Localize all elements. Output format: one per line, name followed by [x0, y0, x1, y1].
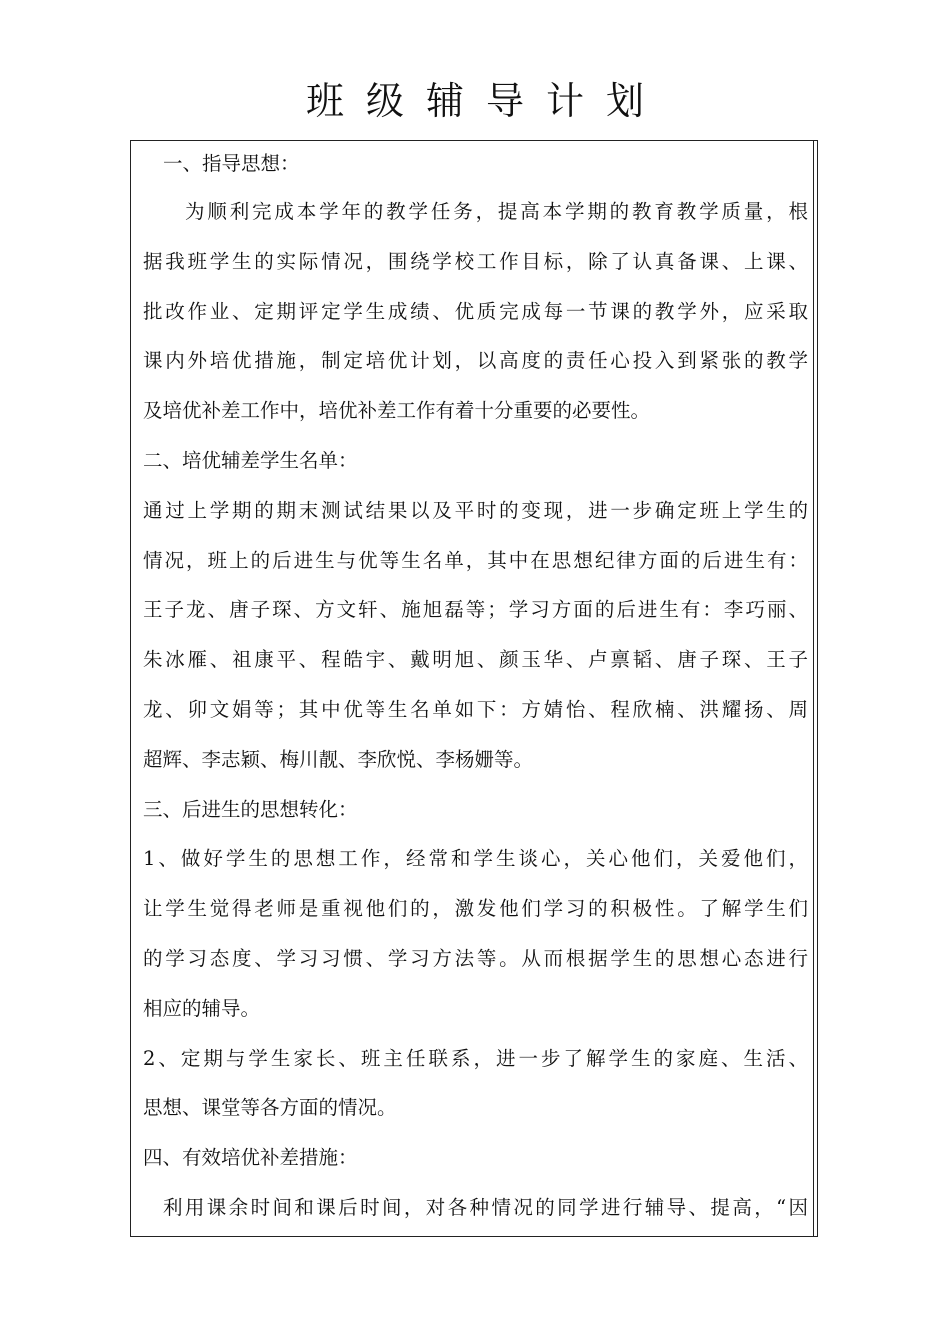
body-line: 据我班学生的实际情况，围绕学校工作目标，除了认真备课、上课、 [143, 249, 808, 273]
body-line: 三、后进生的思想转化： [143, 797, 358, 821]
body-line: 情况，班上的后进生与优等生名单，其中在思想纪律方面的后进生有： [143, 548, 808, 572]
body-line: 利用课余时间和课后时间，对各种情况的同学进行辅导、提高，“因 [163, 1195, 808, 1219]
body-line: 四、有效培优补差措施： [143, 1146, 358, 1170]
body-line: 相应的辅导。 [143, 996, 261, 1020]
body-line: 的学习态度、学习习惯、学习方法等。从而根据学生的思想心态进行 [143, 946, 808, 970]
body-line: 批改作业、定期评定学生成绩、优质完成每一节课的教学外，应采取 [143, 299, 808, 323]
body-line: 超辉、李志颖、梅川靓、李欣悦、李杨姗等。 [143, 747, 534, 771]
document-body [143, 141, 808, 1233]
body-line: 为顺利完成本学年的教学任务，提高本学期的教育教学质量，根 [185, 200, 808, 223]
body-line: 王子龙、唐子琛、方文轩、施旭磊等；学习方面的后进生有：李巧丽、 [143, 598, 808, 622]
body-line: 让学生觉得老师是重视他们的，激发他们学习的积极性。了解学生们 [143, 897, 808, 921]
body-line: 龙、卯文娟等；其中优等生名单如下：方婧怡、程欣楠、洪耀扬、周 [143, 697, 808, 721]
body-line: 思想、课堂等各方面的情况。 [143, 1096, 397, 1120]
body-line: 二、培优辅差学生名单： [143, 448, 358, 472]
body-line: 及培优补差工作中，培优补差工作有着十分重要的必要性。 [143, 399, 651, 423]
content-table-frame [130, 140, 818, 1237]
body-line: 课内外培优措施，制定培优计划，以高度的责任心投入到紧张的教学 [143, 349, 808, 373]
body-line: 2、定期与学生家长、班主任联系，进一步了解学生的家庭、生活、 [143, 1046, 808, 1070]
body-line: 通过上学期的期末测试结果以及平时的变现，进一步确定班上学生的 [143, 498, 808, 522]
body-line: 1、做好学生的思想工作，经常和学生谈心，关心他们，关爱他们， [143, 847, 808, 871]
document-title: 班级辅导计划 [305, 79, 666, 123]
body-line: 朱冰雁、祖康平、程皓宇、戴明旭、颜玉华、卢禀韬、唐子琛、王子 [143, 648, 808, 672]
body-line: 一、指导思想： [163, 152, 300, 175]
